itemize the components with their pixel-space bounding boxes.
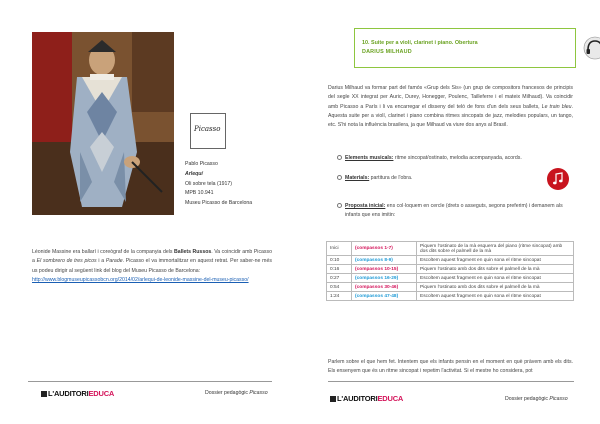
- music-note-icon: [547, 168, 569, 190]
- brand-part-b: EDUCA: [377, 394, 404, 403]
- bars-cell: (compassos 30-46): [352, 283, 417, 292]
- time-cell: Inici: [327, 242, 352, 256]
- desc-cell: Piquem l'ostinato amb dos dits sobre el palmell de la mà: [417, 265, 574, 274]
- dossier-label: [505, 396, 568, 402]
- desc-cell: Escoltem aquest fragment en quin sona el ritme sincopat: [417, 292, 574, 301]
- dossier-text: Dossier pedagògic: [505, 396, 548, 402]
- text-segment: . Va coincidir amb Picasso a: [32, 249, 272, 265]
- caption-title: Arlequí: [185, 170, 203, 177]
- dossier-subject: Picasso: [549, 396, 568, 402]
- composer-name: DARIUS MILHAUD: [362, 49, 412, 55]
- caption-inventory: MPB 10.941: [185, 190, 214, 197]
- caption-artist: Pablo Picasso: [185, 161, 218, 167]
- brand-mark-icon: [41, 391, 47, 397]
- text-segment: . Aquesta suite per a violí, clarinet i piano combina ritmes sincopats de jazz, melodies populars, un tango, etc. S'hi nota la influència brasilera, ja que Milhaud va viure dos anys al Brasil.: [328, 103, 573, 129]
- museum-blog-link[interactable]: http://www.blogmuseupicassobcn.org/2014/02/arlequi-de-leonide-massine-del-museu-picasso/: [32, 276, 249, 283]
- dossier-label: [205, 390, 268, 396]
- listening-table: [326, 241, 574, 301]
- desc-cell: Escoltem aquest fragment en quin sona el ritme sincopat: [417, 256, 574, 265]
- text-segment: Léonide Massine era ballarí i coreògraf de la companyia dels: [32, 249, 173, 255]
- caption-medium: Oli sobre tela (1917): [185, 180, 232, 187]
- picasso-logo: [190, 113, 226, 149]
- headphones-icon: [582, 36, 600, 60]
- auditori-educa-logo: [330, 394, 403, 403]
- bullet-label: Proposta inicial:: [345, 203, 386, 209]
- bullet-label: Elements musicals:: [345, 155, 394, 161]
- bars-cell: (compassos 16-29): [352, 274, 417, 283]
- parade-title: Parade: [105, 258, 123, 265]
- table-row: [327, 292, 574, 301]
- brand-part-a: L'AUDITORI: [337, 394, 378, 403]
- bullet-dot-icon: [337, 203, 342, 208]
- milhaud-intro: [328, 84, 573, 130]
- desc-cell: Piquem l'ostinato de la mà esquerra del piano (ritme sincopat) amb dos dits sobre el palmell de la mà: [417, 242, 574, 256]
- brand-part-a: L'AUDITORI: [48, 389, 89, 398]
- bars-cell: (compassos 10-15): [352, 265, 417, 274]
- table-row: [327, 265, 574, 274]
- massine-paragraph: [32, 248, 272, 285]
- dossier-text: Dossier pedagògic: [205, 390, 248, 396]
- piece-title: 10. Suite per a violí, clarinet i piano. Obertura: [362, 40, 478, 46]
- table-row: [327, 274, 574, 283]
- time-cell: 0:54: [327, 283, 352, 292]
- ballet-title: Le train bleu: [541, 103, 572, 110]
- bars-cell: (compassos 8-9): [352, 256, 417, 265]
- closing-paragraph: Parlem sobre el que hem fet. Intentem que els infants pensin en el moment en què pràvem amb els dits. Els ensenyem que és un ritme sincopat i repetim l'activitat. Si el mestre ho considera, pot: [328, 359, 573, 375]
- time-cell: 0:27: [327, 274, 352, 283]
- caption-museum: Museu Picasso de Barcelona: [185, 200, 253, 207]
- bullet-text: ritme sincopat/ostinato, melodia acompanyada, acords.: [393, 155, 522, 161]
- desc-cell: Piquem l'ostinato amb dos dits sobre el palmell de la mà: [417, 283, 574, 292]
- text-segment: . Picasso el va immortalitzar en aquest retrat. Per saber-ne més us podeu dirigir al següent link del blog del Museu Picasso de Barcelona:: [32, 258, 272, 274]
- bullet-label: Materials:: [345, 175, 370, 181]
- dossier-subject: Picasso: [249, 390, 268, 396]
- bullet-dot-icon: [337, 175, 342, 180]
- piece-header-box: [354, 28, 576, 68]
- bullet-dot-icon: [337, 155, 342, 160]
- sombrero-title: El sombrero de tres picos: [36, 258, 97, 265]
- table-row: [327, 242, 574, 256]
- right-page: [300, 0, 600, 424]
- table-row: [327, 283, 574, 292]
- brand-part-b: EDUCA: [88, 389, 115, 398]
- auditori-educa-logo: [41, 389, 114, 398]
- footer-rule: [28, 381, 272, 382]
- artwork-caption: [185, 160, 252, 209]
- bullet-text: ens col·loquem en cercle (drets o asseguts, segons preferim) i demanem als infants que ens imitin:: [345, 203, 563, 219]
- bars-cell: (compassos 1-7): [352, 242, 417, 256]
- text-segment: i a: [98, 258, 105, 265]
- desc-cell: Escoltem aquest fragment en quin sona el ritme sincopat: [417, 274, 574, 283]
- picasso-signature: Picasso: [194, 125, 221, 133]
- table-row: [327, 256, 574, 265]
- time-cell: 0:16: [327, 265, 352, 274]
- time-cell: 0:10: [327, 256, 352, 265]
- bullet-text: partitura de l'obra.: [369, 175, 413, 181]
- ballets-russos-term: Ballets Russos: [174, 249, 212, 255]
- bars-cell: (compassos 47-48): [352, 292, 417, 301]
- footer-rule: [328, 381, 574, 382]
- harlequin-painting: [32, 32, 174, 215]
- time-cell: 1:24: [327, 292, 352, 301]
- brand-mark-icon: [330, 396, 336, 402]
- text-segment: Darius Milhaud va formar part del famós «Grup dels Sis» (un grup de compositors francesos de principis del segle XX integrat per Auric, Durey, Honegger, Poulenc, Tailleferre i el mateix Milhaud). Va coincidir amb Picasso a París i li va encarregar el disseny del teló de fons d'un dels seus ballets,: [328, 85, 573, 110]
